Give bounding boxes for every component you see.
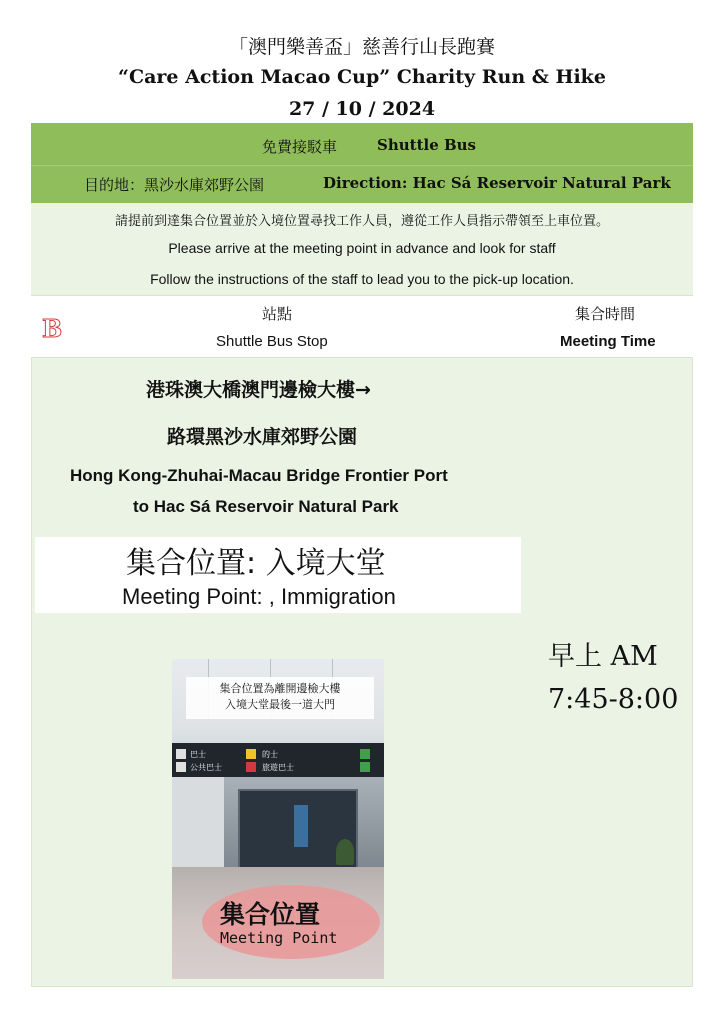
route-zh-line2: 路環黑沙水庫郊野公園 [167, 426, 358, 448]
notice-en-line1: Please arrive at the meeting point in advance and look for staff [168, 240, 556, 256]
notice-zh: 請提前到達集合位置並於入境位置尋找工作人員，遵從工作人員指示帶領至上車位置。 [114, 214, 609, 229]
column-time-zh: 集合時間 [575, 305, 636, 323]
taxi-icon [246, 749, 256, 759]
destination-zh: 目的地：黑沙水庫郊野公園 [84, 176, 265, 194]
shuttle-label-en: Shuttle Bus [377, 136, 476, 154]
exit-icon [360, 762, 370, 772]
column-stop-zh: 站點 [262, 305, 293, 323]
meeting-time-label: 早上 AM [548, 641, 658, 672]
notice-en-line2: Follow the instructions of the staff to lead you to the pick-up location. [150, 271, 574, 287]
direction-sign [172, 743, 384, 777]
route-letter: B [42, 314, 63, 343]
route-en-line1: Hong Kong-Zhuhai-Macau Bridge Frontier Port [70, 466, 448, 485]
sign-coach: 旅遊巴士 [262, 763, 294, 772]
shuttle-label-zh: 免費接駁車 [262, 138, 338, 156]
photo-caption-line1: 集合位置為離開邊檢大樓 [219, 682, 341, 695]
meeting-point-en: Meeting Point: , Immigration [122, 584, 396, 609]
photo-caption [186, 677, 374, 719]
event-date: 27 / 10 / 2024 [288, 98, 436, 120]
plant-icon [336, 839, 354, 865]
route-zh-line1: 港珠澳大橋澳門邊檢大樓→ [146, 379, 371, 401]
sign-taxi: 的士 [262, 750, 278, 759]
event-title-en: “Care Action Macao Cup” Charity Run & Hike [118, 66, 606, 88]
route-en-line2: to Hac Sá Reservoir Natural Park [133, 497, 399, 516]
sign-public-bus: 公共巴士 [190, 763, 222, 772]
floor-marker-en: Meeting Point [220, 929, 338, 947]
public-bus-icon [176, 762, 186, 772]
floor-marker-zh: 集合位置 [220, 900, 321, 929]
sign-bus: 巴士 [190, 750, 206, 759]
shuttle-header-row [31, 123, 693, 165]
event-title-zh: 「澳門樂善盃」慈善行山長跑賽 [228, 36, 495, 58]
column-time-en: Meeting Time [560, 333, 656, 350]
photo-caption-line2: 入境大堂最後一道大門 [225, 698, 335, 711]
exit-icon [360, 749, 370, 759]
bus-icon [176, 749, 186, 759]
column-stop-en: Shuttle Bus Stop [216, 333, 328, 350]
meeting-point-zh: 集合位置: 入境大堂 [126, 546, 386, 581]
coach-icon [246, 762, 256, 772]
meeting-time-range: 7:45-8:00 [548, 684, 679, 715]
destination-en: Direction: Hac Sá Reservoir Natural Park [323, 174, 671, 192]
photo-poster [294, 805, 308, 847]
